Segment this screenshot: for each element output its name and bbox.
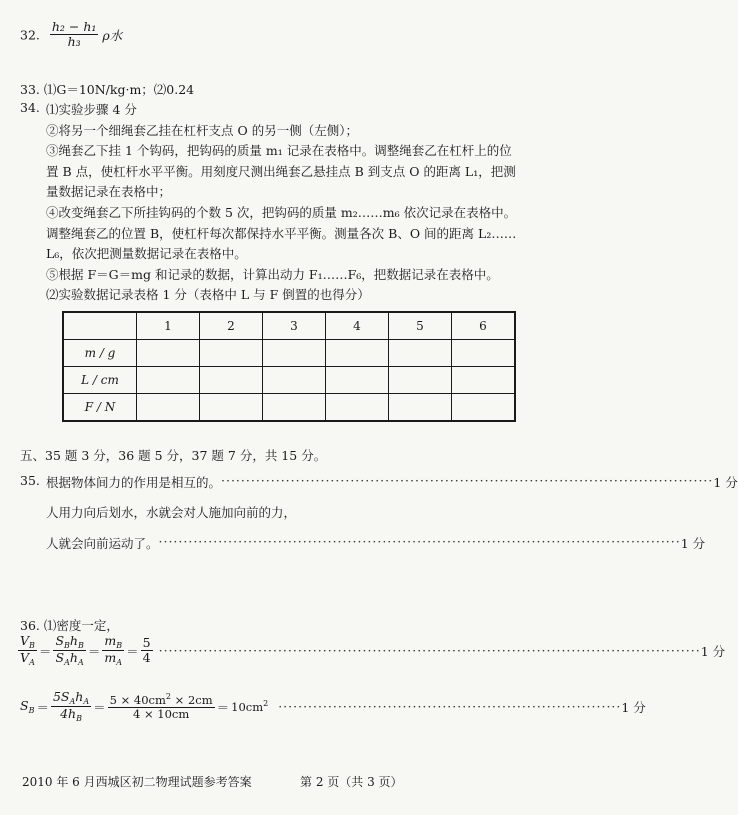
leader-dots: ··································································································· xyxy=(221,473,714,488)
q34-line: ③绳套乙下挂 1 个钩码，把钩码的质量 m₁ 记录在表格中。调整绳套乙在杠杆上的位 xyxy=(46,143,512,159)
table-row xyxy=(63,394,515,422)
q34-line: 量数据记录在表格中； xyxy=(46,184,172,200)
q34-line: 调整绳套乙的位置 B，使杠杆每次都保持水平平衡。测量各次 B、O 间的距离 L₂…… xyxy=(46,225,517,241)
footer-left: 2010 年 6 月西城区初二物理试题参考答案 xyxy=(22,775,252,789)
table-col-header: 1 xyxy=(137,312,200,340)
footer-right: 第 2 页（共 3 页） xyxy=(300,775,403,789)
q33: 33. ⑴G＝10N/kg·m；⑵0.24 xyxy=(20,82,195,97)
table-row-header: F / N xyxy=(63,394,137,422)
q35-text: 人就会向前运动了。 xyxy=(46,536,159,551)
eq1-fraction: $\frac{V_B}{V_A}$ xyxy=(20,633,35,668)
q32-number: 32. xyxy=(20,27,40,43)
table-col-header: 2 xyxy=(200,312,263,340)
q34-number: 34. xyxy=(20,100,40,115)
eq2-fraction: $\frac{5 \times 40cm^2 \times 2cm}{4 \times 10cm}$ xyxy=(109,692,213,722)
q36-header: 36. ⑴密度一定， xyxy=(20,618,119,633)
q34-body xyxy=(46,100,516,306)
table-header-row xyxy=(63,312,515,340)
eq2-fraction: $\frac{5S_Ah_A}{4h_B}$ xyxy=(52,689,90,724)
q34-line: ⑤根据 F＝G＝mg 和记录的数据，计算出动力 F₁……F₆，把数据记录在表格中。 xyxy=(46,266,499,282)
eq1-fraction: $\frac{m_B}{m_A}$ xyxy=(104,633,123,668)
q32-rho: ρ水 xyxy=(102,27,123,43)
q35-score: 1 分 xyxy=(680,536,706,551)
table-col-header: 3 xyxy=(263,312,326,340)
eq1-score: 1 分 xyxy=(700,643,726,659)
table-row-header: L / cm xyxy=(63,367,137,394)
table-row-header: m / g xyxy=(63,340,137,367)
section-5-heading: 五、35 题 3 分，36 题 5 分，37 题 7 分，共 15 分。 xyxy=(20,448,327,463)
table-row xyxy=(63,340,515,367)
table-row xyxy=(63,367,515,394)
q32-denominator: h₃ xyxy=(67,34,81,50)
leader-dots: ········································································································· xyxy=(158,534,681,549)
q32-fraction xyxy=(50,20,99,50)
q34-line: ④改变绳套乙下所挂钩码的个数 5 次，把钩码的质量 m₂……m₆ 依次记录在表格中。 xyxy=(46,204,517,220)
q34-line: ⑵实验数据记录表格 1 分（表格中 L 与 F 倒置的也得分） xyxy=(46,287,370,303)
q35-number: 35. xyxy=(20,473,40,488)
q34-line: ⑴实验步骤 4 分 xyxy=(46,102,137,117)
leader-dots: ····································································· xyxy=(278,699,622,715)
eq1-fraction: $\frac{S_Bh_B}{S_Ah_A}$ xyxy=(55,633,84,668)
table-col-header: 6 xyxy=(452,312,516,340)
q35-score: 1 分 xyxy=(713,475,738,490)
q32 xyxy=(20,20,122,50)
q36-equation-1: $\frac{V_B}{V_A}$ ＝ $\frac{S_Bh_B}{S_Ah_A}$ ＝ $\frac{m_B}{m_A}$ ＝ $\frac{5}{4}$ ············································································································· 1 分 xyxy=(20,633,726,668)
q36-equation-2: $S_B$ ＝ $\frac{5S_Ah_A}{4h_B}$ ＝ $\frac{5 \times 40cm^2 \times 2cm}{4 \times 10cm}$ ＝ $10cm^2$ ····································································· 1 分 xyxy=(20,689,646,724)
q34-line: L₆，依次把测量数据记录在表格中。 xyxy=(46,246,247,262)
q35-line xyxy=(46,473,738,491)
table-col-header: 5 xyxy=(389,312,452,340)
q34-line: 置 B 点，使杠杆水平平衡。用刻度尺测出绳套乙悬挂点 B 到支点 O 的距离 L₁，把测 xyxy=(46,163,516,179)
eq2-score: 1 分 xyxy=(621,699,646,715)
q32-numerator: h₂ − h₁ xyxy=(51,19,97,34)
table-col-header: 4 xyxy=(326,312,389,340)
q35-line: 人用力向后划水，水就会对人施加向前的力， xyxy=(46,505,297,520)
eq1-fraction: $\frac{5}{4}$ xyxy=(142,634,151,666)
q35-line xyxy=(46,534,706,552)
record-table xyxy=(62,311,516,422)
q34-line: ②将另一个细绳套乙挂在杠杆支点 O 的另一侧（左侧）； xyxy=(46,122,358,138)
q35-text: 根据物体间力的作用是相互的。 xyxy=(46,475,222,490)
leader-dots: ············································································································· xyxy=(158,643,701,659)
